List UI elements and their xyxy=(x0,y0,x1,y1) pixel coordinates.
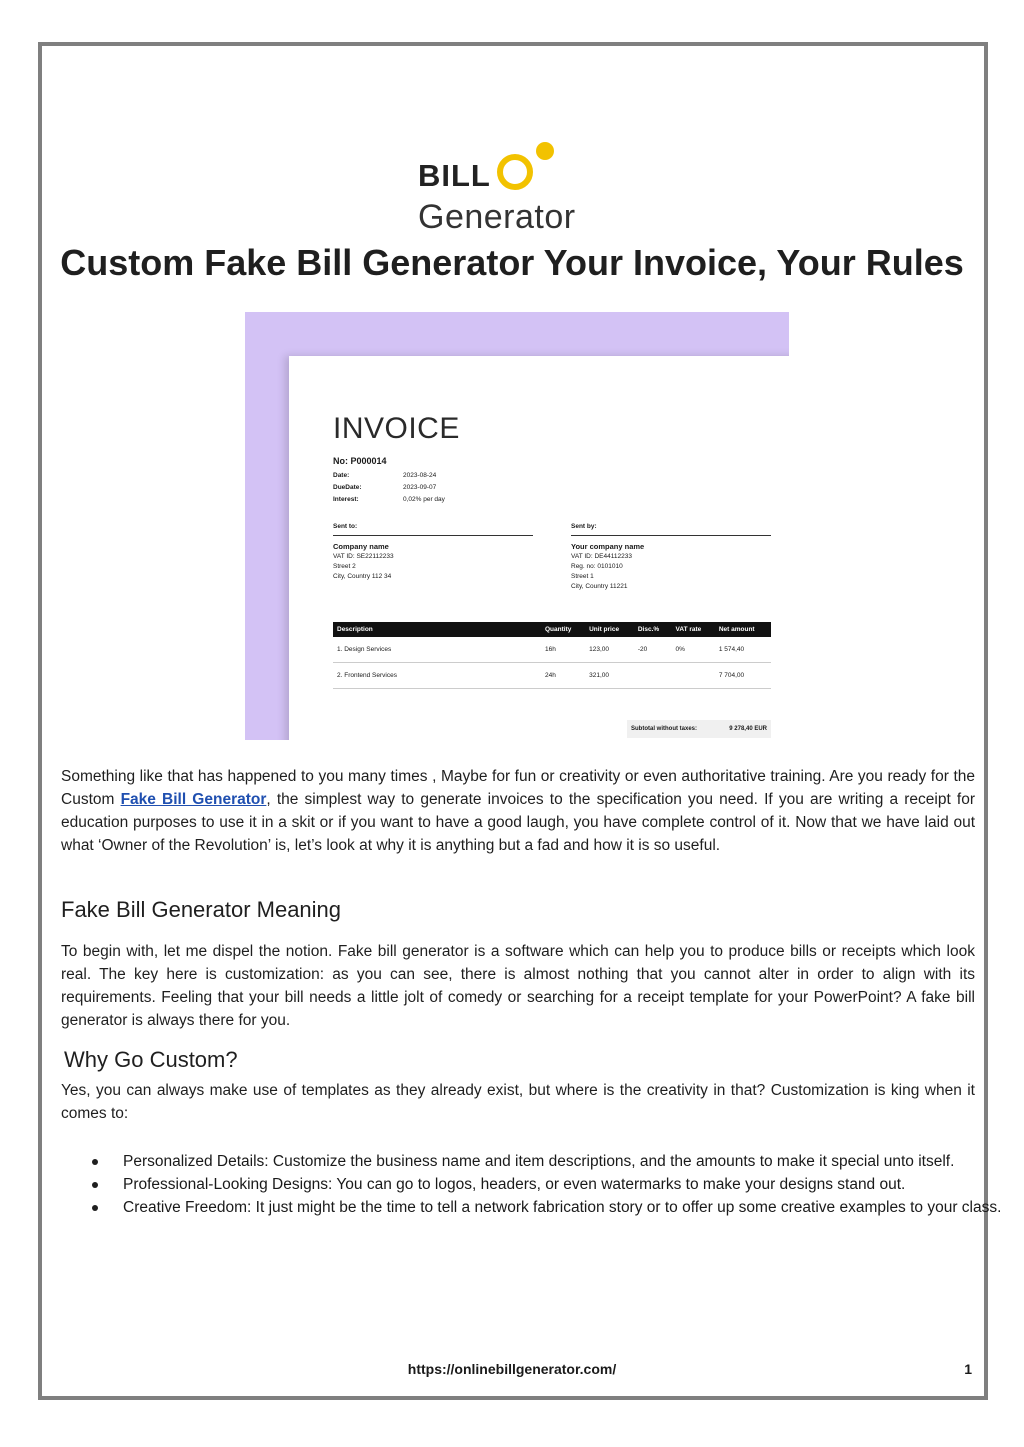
sent-to-block xyxy=(333,522,533,582)
sent-by-label: Sent by: xyxy=(571,522,771,536)
meaning-text: To begin with, let me dispel the notion. Fake bill generator is a software which can help you to produce bills or receipts which look real. The key here is customization: as you can see, there is almost nothing that you cannot alter in order to align with its requirements. Feeling that your bill needs a little jolt of comedy or searching for a receipt template for your PowerPoint? A fake bill generator is always there for you. xyxy=(61,943,975,1029)
intro-paragraph xyxy=(61,765,975,857)
table-row xyxy=(333,663,771,689)
invoice-subtotal xyxy=(627,720,771,738)
meta-value: 0,02% per day xyxy=(403,496,445,503)
cell: 24h xyxy=(541,663,585,689)
meta-value: 2023-09-07 xyxy=(403,484,437,491)
logo-dot-icon xyxy=(536,142,554,160)
page-title: Custom Fake Bill Generator Your Invoice, Your Rules xyxy=(60,242,964,283)
meta-key: Date: xyxy=(333,472,350,479)
cell: 321,00 xyxy=(585,663,634,689)
intro-text-1: Something like that has happened to you many times , Maybe for fun or creativity or even authoritative training. Are you ready for the Custom xyxy=(61,768,975,808)
cell: -20 xyxy=(634,637,672,663)
invoice-paper xyxy=(289,356,789,740)
list-item: Personalized Details: Customize the business name and item descriptions, and the amounts to make it special unto itself. xyxy=(123,1150,1024,1173)
cell: 1 574,40 xyxy=(715,637,771,663)
sent-to-line: City, Country 112 34 xyxy=(333,573,392,580)
invoice-number: No: P000014 xyxy=(333,456,387,466)
invoice-table xyxy=(333,622,771,689)
cell: 123,00 xyxy=(585,637,634,663)
col-vat-rate: VAT rate xyxy=(672,622,715,637)
meta-key: Interest: xyxy=(333,496,359,503)
meta-value: 2023-08-24 xyxy=(403,472,437,479)
feature-list xyxy=(61,1150,1024,1219)
sent-to-label: Sent to: xyxy=(333,522,533,536)
col-net-amount: Net amount xyxy=(715,622,771,637)
subtotal-value: 9 278,40 EUR xyxy=(729,726,767,732)
col-discount: Disc.% xyxy=(634,622,672,637)
why-custom-paragraph xyxy=(61,1079,975,1125)
sent-by-line: Street 1 xyxy=(571,573,594,580)
col-description: Description xyxy=(333,622,541,637)
logo-word-bill: BILL xyxy=(418,158,491,193)
sent-by-line: VAT ID: DE44112233 xyxy=(571,553,632,560)
cell: 16h xyxy=(541,637,585,663)
section-heading-meaning: Fake Bill Generator Meaning xyxy=(61,897,342,922)
table-row xyxy=(333,637,771,663)
list-item: Creative Freedom: It just might be the time to tell a network fabrication story or to offer up some creative examples to your class. xyxy=(123,1196,1024,1219)
why-custom-text: Yes, you can always make use of templates as they already exist, but where is the creativity in that? Customization is king when it comes to: xyxy=(61,1082,975,1122)
logo-word-generator: Generator xyxy=(418,198,576,236)
table-header-row xyxy=(333,622,771,637)
bill-generator-logo xyxy=(418,142,618,238)
sent-by-line: City, Country 11221 xyxy=(571,583,628,590)
sent-to-name: Company name xyxy=(333,542,389,551)
sent-to-line: VAT ID: SE22112233 xyxy=(333,553,394,560)
section-heading-why-custom: Why Go Custom? xyxy=(64,1047,238,1072)
logo-ring-icon xyxy=(497,154,533,190)
cell: 1. Design Services xyxy=(333,637,541,663)
meaning-paragraph xyxy=(61,940,975,1032)
col-quantity: Quantity xyxy=(541,622,585,637)
sent-by-block xyxy=(571,522,771,592)
subtotal-label: Subtotal without taxes: xyxy=(631,726,697,732)
sent-to-line: Street 2 xyxy=(333,563,356,570)
cell xyxy=(634,663,672,689)
cell xyxy=(672,663,715,689)
col-unit-price: Unit price xyxy=(585,622,634,637)
page-number: 1 xyxy=(964,1361,972,1377)
invoice-image xyxy=(245,312,789,740)
cell: 2. Frontend Services xyxy=(333,663,541,689)
invoice-meta xyxy=(333,470,445,506)
invoice-heading: INVOICE xyxy=(333,412,460,445)
footer-url[interactable]: https://onlinebillgenerator.com/ xyxy=(407,1361,617,1377)
list-item: Professional-Looking Designs: You can go to logos, headers, or even watermarks to make your designs stand out. xyxy=(123,1173,1024,1196)
sent-by-name: Your company name xyxy=(571,542,645,551)
cell: 0% xyxy=(672,637,715,663)
sent-by-line: Reg. no: 0101010 xyxy=(571,563,623,570)
fake-bill-generator-link[interactable]: Fake Bill Generator xyxy=(120,791,267,808)
meta-key: DueDate: xyxy=(333,484,362,491)
intro-text-2: , the simplest way to generate invoices to the specification you need. If you are writing a receipt for education purposes to use it in a skit or if you want to have a good laugh, you have complete control of it. Now that we have laid out what ‘Owner of the Revolution’ is, let’s look at why it is anything but a fad and how it is so useful. xyxy=(61,791,976,854)
cell: 7 704,00 xyxy=(715,663,771,689)
